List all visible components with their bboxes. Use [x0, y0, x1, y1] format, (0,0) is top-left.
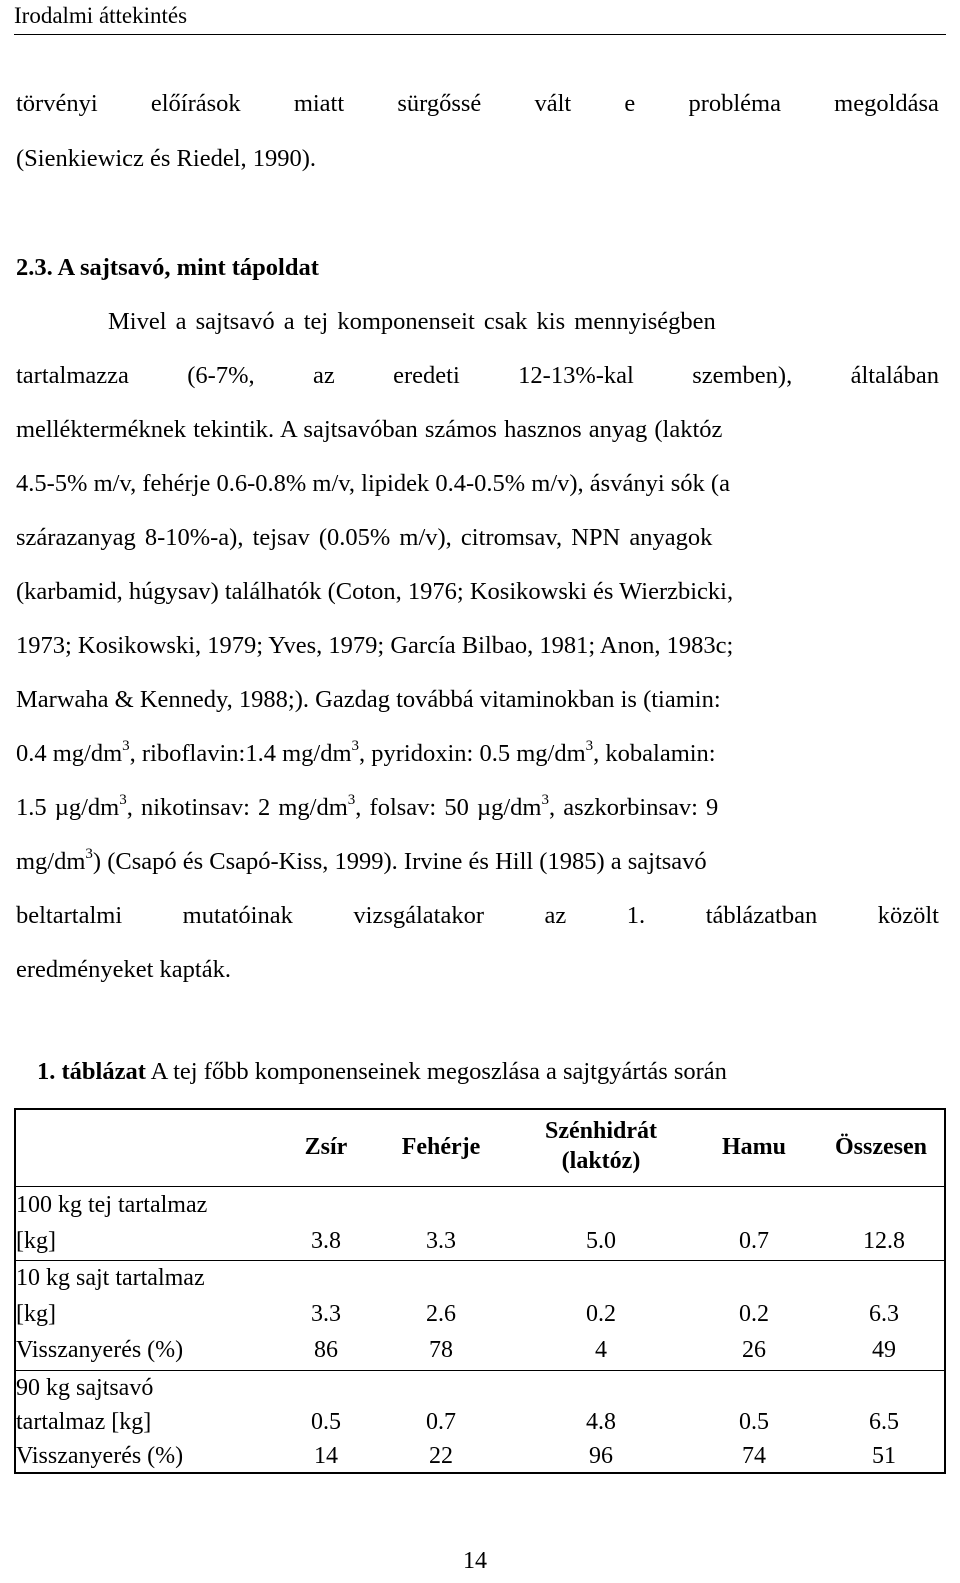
word: vált: [534, 90, 572, 117]
superscript: 3: [347, 792, 356, 808]
header-divider: [16, 1186, 944, 1187]
word: (6-7%,: [187, 362, 255, 389]
paragraph-line: [16, 902, 939, 930]
running-header: [14, 0, 946, 35]
table-cell: 4: [595, 1337, 607, 1363]
data-table: [14, 1108, 946, 1474]
paragraph-line: (karbamid, húgysav) találhatók (Coton, 1976; Kosikowski és Wierzbicki,: [16, 578, 734, 605]
row-label: 100 kg tej tartalmaz: [16, 1192, 208, 1218]
table-caption-text: A tej főbb komponenseinek megoszlása a sajtgyártás során: [145, 1058, 727, 1085]
table-cell: 22: [429, 1443, 453, 1469]
text-run: 0.4 mg/dm: [16, 740, 123, 767]
superscript: 3: [541, 792, 549, 808]
row-label: [kg]: [16, 1228, 56, 1254]
table-cell: 3.8: [311, 1228, 341, 1254]
word: 1.: [626, 902, 646, 929]
table-cell: 0.5: [311, 1409, 341, 1435]
table-cell: 2.6: [426, 1301, 456, 1327]
table-cell: 12.8: [863, 1228, 905, 1254]
paragraph-line: [16, 362, 939, 390]
page-number: 14: [463, 1548, 487, 1574]
table-cell: 4.8: [586, 1409, 616, 1435]
column-header-carbohydrate-line2: (laktóz): [561, 1148, 641, 1174]
paragraph-line: [16, 740, 716, 768]
text-run: 1.5 µg/dm: [16, 794, 120, 821]
text-run: , folsav: 50 µg/dm: [355, 794, 542, 821]
paragraph-line: Mivel a sajtsavó a tej komponenseit csak kis mennyiségben: [108, 308, 716, 335]
word: megoldása: [834, 90, 939, 117]
text-run: , aszkorbinsav: 9: [548, 794, 719, 821]
table-cell: 51: [872, 1443, 896, 1469]
column-header-carbohydrate: [516, 1116, 686, 1176]
word: eredeti: [393, 362, 460, 389]
table-cell: 26: [742, 1337, 766, 1363]
word: mutatóinak: [182, 902, 293, 929]
word: e: [624, 90, 636, 117]
paragraph-line: [16, 794, 718, 822]
table-cell: 0.5: [739, 1409, 769, 1435]
row-label: 90 kg sajtsavó: [16, 1375, 154, 1401]
word: beltartalmi: [16, 902, 123, 929]
word: az: [313, 362, 335, 389]
word: az: [544, 902, 567, 929]
word: sürgőssé: [397, 90, 482, 117]
text-run: , riboflavin:1.4 mg/dm: [129, 740, 352, 767]
word: 12-13%-kal: [518, 362, 634, 389]
table-cell: 5.0: [586, 1228, 616, 1254]
table-caption-label: 1. táblázat: [37, 1058, 146, 1085]
row-label: Visszanyerés (%): [16, 1337, 184, 1363]
word: törvényi: [16, 90, 98, 117]
text-run: , pyridoxin: 0.5 mg/dm: [359, 740, 586, 767]
text-run: mg/dm: [16, 848, 86, 875]
table-cell: 6.3: [869, 1301, 899, 1327]
paragraph-line: [16, 848, 707, 876]
row-label: [kg]: [16, 1301, 56, 1327]
table-cell: 3.3: [426, 1228, 456, 1254]
word: tartalmazza: [16, 362, 129, 389]
column-header-protein: Fehérje: [401, 1134, 481, 1160]
section-heading: 2.3. A sajtsavó, mint tápoldat: [16, 254, 319, 281]
paragraph-line: 1973; Kosikowski, 1979; Yves, 1979; García Bilbao, 1981; Anon, 1983c;: [16, 632, 734, 659]
paragraph-line: szárazanyag 8-10%-a), tejsav (0.05% m/v), citromsav, NPN anyagok: [16, 524, 713, 551]
table-cell: 49: [872, 1337, 896, 1363]
superscript: 3: [351, 738, 360, 754]
word: közölt: [877, 902, 939, 929]
superscript: 3: [119, 792, 127, 808]
column-header-fat: Zsír: [304, 1134, 348, 1160]
column-header-total: Összesen: [835, 1134, 927, 1160]
row-label: 10 kg sajt tartalmaz: [16, 1265, 205, 1291]
row-divider: [16, 1370, 944, 1371]
word: általában: [850, 362, 939, 389]
word: szemben),: [692, 362, 793, 389]
paragraph-line: (Sienkiewicz és Riedel, 1990).: [16, 145, 317, 172]
text-run: , nikotinsav: 2 mg/dm: [126, 794, 348, 821]
paragraph-line: 4.5-5% m/v, fehérje 0.6-0.8% m/v, lipidek 0.4-0.5% m/v), ásványi sók (a: [16, 470, 730, 497]
paragraph-line: Marwaha & Kennedy, 1988;). Gazdag továbbá vitaminokban is (tiamin:: [16, 686, 721, 713]
superscript: 3: [585, 738, 594, 754]
text-run: , kobalamin:: [593, 740, 716, 767]
word: táblázatban: [705, 902, 818, 929]
word: előírások: [150, 90, 241, 117]
running-header-title: Irodalmi áttekintés: [14, 3, 188, 28]
table-cell: 0.7: [739, 1228, 769, 1254]
word: probléma: [688, 90, 781, 117]
superscript: 3: [85, 846, 93, 862]
row-label: tartalmaz [kg]: [16, 1409, 152, 1435]
table-cell: 74: [742, 1443, 766, 1469]
word: vizsgálatakor: [353, 902, 485, 929]
row-divider: [16, 1260, 944, 1261]
paragraph-line: [16, 90, 939, 118]
table-cell: 96: [589, 1443, 613, 1469]
superscript: 3: [122, 738, 130, 754]
table-cell: 0.2: [586, 1301, 616, 1327]
column-header-carbohydrate-line1: Szénhidrát: [544, 1118, 657, 1144]
table-cell: 3.3: [311, 1301, 341, 1327]
table-cell: 86: [314, 1337, 338, 1363]
table-cell: 0.7: [426, 1409, 456, 1435]
column-header-ash: Hamu: [721, 1134, 786, 1160]
table-cell: 78: [429, 1337, 453, 1363]
row-label: Visszanyerés (%): [16, 1443, 184, 1469]
table-cell: 14: [314, 1443, 338, 1469]
word: miatt: [293, 90, 345, 117]
text-run: ) (Csapó és Csapó-Kiss, 1999). Irvine és Hill (1985) a sajtsavó: [92, 848, 707, 875]
table-caption: [37, 1058, 727, 1086]
paragraph-line: eredményeket kapták.: [16, 956, 231, 983]
table-cell: 0.2: [739, 1301, 769, 1327]
paragraph-line: mellékterméknek tekintik. A sajtsavóban számos hasznos anyag (laktóz: [16, 416, 723, 443]
table-cell: 6.5: [869, 1409, 899, 1435]
